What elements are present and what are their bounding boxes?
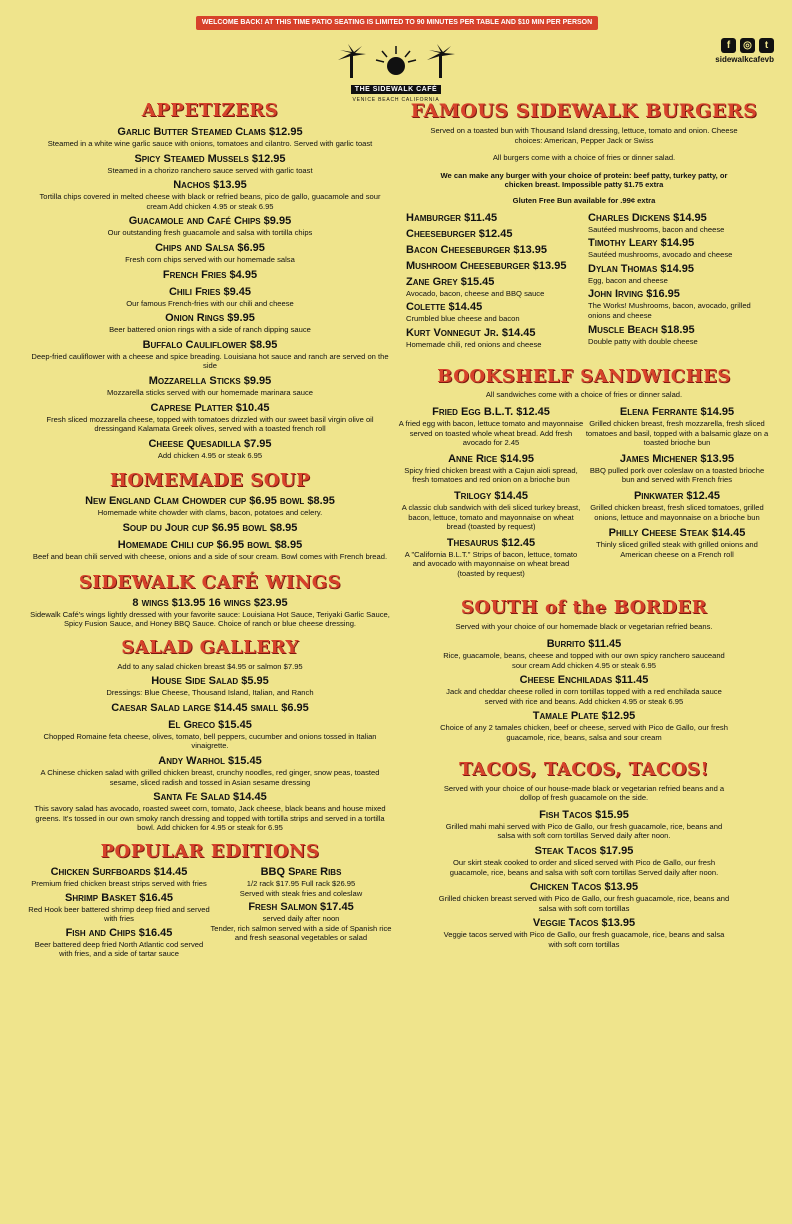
popular-columns — [28, 866, 392, 962]
menu-item-description: The Works! Mushrooms, bacon, avocado, grilled onions and cheese — [588, 301, 751, 320]
menu-item — [438, 674, 730, 706]
menu-item — [398, 453, 584, 485]
menu-item-description: A "California B.L.T." Strips of bacon, lettuce, tomato and avocado with mayonnaise on wheat bread (toasted by request) — [404, 549, 578, 578]
menu-item-description: Tortilla chips covered in melted cheese with black or refried beans, pico de gallo, guacamole and sour cream Add chicken 4.95 or steak 6.95 — [39, 192, 381, 211]
burgers-protein: We can make any burger with your choice of protein: beef patty, turkey patty, or chicken breast. Impossible patty $1.75 extra — [440, 170, 728, 190]
menu-item — [28, 597, 392, 629]
menu-item-description: Mozzarella sticks served with our homemade marinara sauce — [107, 387, 313, 397]
menu-item-name: Mozzarella Sticks $9.95 — [148, 374, 272, 387]
social-links — [715, 38, 774, 64]
menu-item-name: Mushroom Cheeseburger $13.95 — [406, 259, 567, 272]
appetizers-list — [28, 126, 392, 460]
section-title-popular: POPULAR EDITIONS — [100, 841, 320, 863]
menu-item-name: Guacamole and Café Chips $9.95 — [128, 215, 292, 228]
menu-item — [28, 286, 392, 309]
menu-item — [406, 301, 588, 324]
menu-item-name: Burrito $11.45 — [546, 638, 622, 651]
menu-item-name: French Fries $4.95 — [162, 268, 258, 281]
menu-item — [398, 406, 584, 448]
menu-item-name: BBQ Spare Ribs — [260, 866, 342, 879]
menu-item-description: Chopped Romaine feta cheese, olives, tomato, bell peppers, cucumber and onions tossed in Italian vinaigrette. — [43, 731, 377, 751]
menu-item-name: Fish Tacos $15.95 — [539, 808, 629, 821]
menu-item-name: Trilogy $14.45 — [453, 489, 529, 502]
menu-item-name: Thesaurus $12.45 — [446, 536, 536, 549]
menu-item — [584, 490, 770, 522]
menu-item-name: Caesar Salad large $14.45 small $6.95 — [111, 701, 309, 714]
menu-item — [210, 901, 392, 943]
menu-item — [406, 276, 588, 299]
menu-item-description: A classic club sandwich with deli sliced turkey breast, bacon, lettuce, tomato and mayonnaise on wheat bread (toasted by request) — [401, 502, 581, 532]
menu-item-name: Charles Dickens $14.95 — [588, 211, 707, 224]
menu-item-description: Steamed in a chorizo ranchero sauce served with garlic toast — [107, 165, 313, 175]
welcome-banner: WELCOME BACK! AT THIS TIME PATIO SEATING IS LIMITED TO 90 MINUTES PER TABLE AND $10 MIN PER PERSON — [196, 16, 598, 30]
sandwiches-left-list — [398, 406, 584, 584]
menu-item — [28, 375, 392, 398]
section-title-tacos: TACOS, TACOS, TACOS! — [459, 758, 709, 780]
menu-item — [588, 288, 770, 320]
menu-item-description: BBQ pulled pork over coleslaw on a toasted brioche bun and served with French fries — [589, 465, 765, 485]
menu-item — [210, 866, 392, 898]
salad-list — [28, 675, 392, 833]
menu-item-name: Chicken Surfboards $14.45 — [50, 866, 188, 879]
menu-item — [28, 215, 392, 238]
menu-item-name: Philly Cheese Steak $14.45 — [608, 527, 746, 540]
burgers-gluten: Gluten Free Bun available for .99¢ extra — [512, 195, 656, 205]
twitter-icon[interactable]: t — [759, 38, 774, 53]
section-title-salad: SALAD GALLERY — [121, 636, 299, 658]
burgers-intro-2: All burgers come with a choice of fries or dinner salad. — [492, 153, 676, 163]
menu-item — [588, 324, 770, 347]
menu-item-name: House Side Salad $5.95 — [151, 675, 269, 688]
menu-item-name: Spicy Steamed Mussels $12.95 — [134, 152, 286, 165]
burgers-columns — [398, 212, 770, 353]
menu-item — [28, 539, 392, 562]
facebook-icon[interactable]: f — [721, 38, 736, 53]
menu-item-description: served daily after noon — [262, 914, 340, 924]
menu-item-name: Buffalo Cauliflower $8.95 — [142, 338, 278, 351]
menu-item-description: Fresh corn chips served with our homemade salsa — [125, 254, 295, 264]
menu-item-name: Timothy Leary $14.95 — [588, 237, 695, 250]
menu-item-name: Zane Grey $15.45 — [406, 275, 495, 288]
menu-item-name: Garlic Butter Steamed Clams $12.95 — [117, 126, 303, 138]
menu-item — [438, 881, 730, 913]
menu-item-name: Caprese Platter $10.45 — [150, 401, 270, 414]
menu-item-description: Egg, bacon and cheese — [588, 275, 668, 285]
menu-item — [438, 638, 730, 670]
menu-item-description: Sautéed mushrooms, bacon and cheese — [588, 224, 725, 234]
menu-item-description: Thinly sliced grilled steak with grilled onions and American cheese on a French roll — [596, 540, 758, 559]
section-title-border: SOUTH of the BORDER — [460, 597, 708, 619]
menu-item — [438, 710, 730, 742]
popular-left-list — [28, 866, 210, 962]
menu-item-name: Homemade Chili cup $6.95 bowl $8.95 — [117, 538, 303, 551]
menu-item-description: Homemade white chowder with clams, bacon, potatoes and celery. — [97, 508, 323, 518]
menu-item — [398, 537, 584, 579]
wings-list — [28, 597, 392, 629]
menu-item — [28, 269, 392, 282]
menu-item-description: Rice, guacamole, beans, cheese and topped with our own spicy ranchero sauceand sour cream Add chicken 4.95 or steak 6.95 — [443, 651, 725, 670]
menu-item-name: Kurt Vonnegut Jr. $14.45 — [406, 326, 536, 339]
section-title-wings: SIDEWALK CAFÉ WINGS — [78, 571, 342, 593]
menu-item — [406, 228, 588, 241]
menu-item-name: Onion Rings $9.95 — [165, 312, 255, 325]
burgers-right-list — [588, 212, 770, 353]
menu-item-name: Andy Warhol $15.45 — [158, 755, 262, 768]
menu-item-name: Dylan Thomas $14.95 — [588, 262, 694, 275]
menu-item-name: John Irving $16.95 — [588, 288, 680, 301]
menu-item — [406, 260, 588, 273]
menu-item — [584, 527, 770, 559]
menu-item-name: Colette $14.45 — [406, 301, 483, 314]
section-title-appetizers: APPETIZERS — [141, 100, 279, 121]
menu-item-description: Deep-fried cauliflower with a cheese and spice breading. Louisiana hot sauce and ranch are served on the side — [31, 351, 389, 371]
menu-item-name: James Michener $13.95 — [619, 452, 735, 465]
menu-item-name: Fresh Salmon $17.45 — [248, 901, 354, 914]
menu-item-name: Pinkwater $12.45 — [633, 489, 721, 502]
menu-item-name: Soup du Jour cup $6.95 bowl $8.95 — [122, 521, 298, 534]
soup-list — [28, 495, 392, 561]
menu-item-description: Beer battered deep fried North Atlantic cod served with fries, and a side of tartar sauce — [34, 939, 204, 959]
tacos-list — [398, 809, 770, 950]
menu-item — [584, 406, 770, 448]
social-handle: sidewalkcafevb — [715, 55, 774, 64]
menu-item — [438, 917, 730, 949]
burgers-intro: Served on a toasted bun with Thousand Island dressing, lettuce, tomato and onion. Cheese choices: American, Pepper Jack or Swiss — [430, 126, 738, 145]
menu-item — [406, 327, 588, 350]
logo-name: THE SIDEWALK CAFÉ — [351, 85, 441, 94]
menu-item-name: Cheese Enchiladas $11.45 — [519, 674, 649, 687]
menu-item — [28, 702, 392, 715]
menu-item-description: Double patty with double cheese — [588, 336, 698, 346]
menu-item-name: El Greco $15.45 — [168, 718, 252, 731]
menu-item-description: Dressings: Blue Cheese, Thousand Island, Italian, and Ranch — [106, 688, 314, 698]
menu-item-description: Our skirt steak cooked to order and sliced served with Pico de Gallo, our fresh guacamole, rice, beans and salsa with soft corn tortillas Served daily after noon. — [449, 858, 719, 877]
menu-item — [588, 263, 770, 286]
menu-item-description: Choice of any 2 tamales chicken, beef or cheese, served with Pico de Gallo, our fresh guacamole, rice, beans, salsa and sour cream — [440, 723, 728, 743]
menu-item-name: Chicken Tacos $13.95 — [529, 881, 639, 894]
menu-item-description: Our famous French-fries with our chili and cheese — [126, 298, 294, 308]
menu-item-description: Fresh sliced mozzarella cheese, topped with tomatoes drizzled with our sweet basil virgin olive oil dressingand Kalamata Greek olives, served with a toasted french roll — [46, 414, 374, 434]
menu-item — [584, 453, 770, 485]
menu-item-name: Tamale Plate $12.95 — [532, 710, 636, 723]
menu-item-name: Cheese Quesadilla $7.95 — [148, 437, 272, 450]
menu-item — [28, 866, 210, 889]
menu-item-description: Beef and bean chili served with cheese, onions and a side of sour cream. Bowl comes with French bread. — [32, 551, 388, 561]
burgers-left-list — [406, 212, 588, 353]
menu-item-description: Grilled mahi mahi served with Pico de Gallo, our fresh guacamole, rice, beans and salsa with soft corn tortillas Served daily after noon. — [445, 821, 723, 841]
menu-item-description: Add chicken 4.95 or steak 6.95 — [157, 450, 263, 460]
menu-item-description: Red Hook beer battered shrimp deep fried and served with fries — [28, 904, 210, 924]
menu-item — [588, 212, 770, 235]
left-column — [28, 96, 392, 962]
menu-item — [28, 153, 392, 176]
sandwiches-intro: All sandwiches come with a choice of fries or dinner salad. — [485, 390, 683, 400]
menu-item-name: Shrimp Basket $16.45 — [65, 891, 173, 904]
menu-item — [28, 339, 392, 371]
menu-item-name: 8 wings $13.95 16 wings $23.95 — [132, 596, 288, 609]
menu-item — [588, 237, 770, 260]
sandwiches-columns — [398, 406, 770, 584]
menu-item-description: Grilled chicken breast, fresh sliced tomatoes, grilled onions, lettuce and mayonnaise on a brioche bun — [590, 502, 764, 522]
menu-item — [406, 212, 588, 225]
menu-item — [28, 312, 392, 335]
menu-item-name: Chili Fries $9.45 — [168, 285, 252, 298]
menu-item-description: Sidewalk Café's wings lightly dressed with your favorite sauce: Louisiana Hot Sauce, Teriyaki Garlic Sauce, Spicy Fusion Sauce, and Honey BBQ Sauce. Choice of ranch or blue cheese dressing. — [30, 609, 390, 629]
menu-item-name: Fried Egg B.L.T. $12.45 — [432, 405, 550, 418]
menu-item-name: Fish and Chips $16.45 — [65, 926, 173, 939]
menu-item-name: Steak Tacos $17.95 — [534, 845, 634, 857]
right-column — [398, 96, 770, 954]
logo — [332, 42, 460, 103]
menu-item-description: A Chinese chicken salad with grilled chicken breast, crunchy noodles, red ginger, snow peas, toasted sesame, sliced radish and tossed in Asian sesame dressing — [40, 768, 380, 787]
menu-item — [28, 126, 392, 149]
menu-item-description: Jack and cheddar cheese rolled in corn tortillas topped with a red enchilada sauce served with rice and beans. Add chicken 4.95 or steak 6.95 — [446, 687, 722, 706]
menu-item-name: Nachos $13.95 — [173, 179, 247, 192]
menu-item — [28, 791, 392, 833]
menu-item-description: Avocado, bacon, cheese and BBQ sauce — [406, 288, 545, 298]
menu-item — [28, 495, 392, 518]
menu-item-description: Tender, rich salmon served with a side of Spanish rice and fresh seasonal vegetables or salad — [210, 923, 392, 943]
menu-item — [28, 675, 392, 698]
menu-item-description: 1/2 rack $17.95 Full rack $26.95 — [246, 879, 356, 889]
instagram-icon[interactable]: ◎ — [740, 38, 755, 53]
menu-item-description: Spicy fried chicken breast with a Cajun aioli spread, fresh tomatoes and red onion on a brioche bun — [404, 465, 578, 485]
menu-item — [28, 402, 392, 434]
menu-item-description: Beer battered onion rings with a side of ranch dipping sauce — [109, 325, 311, 335]
menu-item — [438, 809, 730, 841]
salad-note: Add to any salad chicken breast $4.95 or salmon $7.95 — [117, 661, 303, 671]
menu-item-name: Chips and Salsa $6.95 — [155, 241, 265, 254]
menu-item-name: Santa Fe Salad $14.45 — [153, 791, 267, 804]
menu-item-description: Sautéed mushrooms, avocado and cheese — [588, 250, 733, 260]
menu-item — [28, 179, 392, 211]
menu-item — [28, 522, 392, 535]
menu-item-description: Homemade chili, red onions and cheese — [406, 339, 542, 349]
menu-item-description: Veggie tacos served with Pico de Gallo, our fresh guacamole, rice, beans and salsa with soft corn tortillas — [443, 930, 725, 949]
menu-item — [406, 244, 588, 257]
menu-item-description: Crumbled blue cheese and bacon — [406, 314, 520, 324]
menu-item-name: New England Clam Chowder cup $6.95 bowl $8.95 — [85, 495, 335, 508]
menu-item — [28, 719, 392, 751]
menu-item-description: Grilled chicken breast, fresh mozzarella, fresh sliced tomatoes and basil, topped with a balsamic glaze on a toasted brioche bun — [585, 418, 769, 448]
section-title-burgers: FAMOUS SIDEWALK BURGERS — [410, 100, 758, 122]
sandwiches-right-list — [584, 406, 770, 584]
menu-item — [28, 755, 392, 787]
menu-item — [438, 845, 730, 877]
border-list — [398, 638, 770, 743]
menu-item — [28, 438, 392, 461]
logo-subtitle: VENICE BEACH CALIFORNIA — [352, 97, 440, 103]
popular-right-list — [210, 866, 392, 962]
section-title-soup: HOMEMADE SOUP — [109, 470, 311, 492]
menu-item — [28, 892, 210, 924]
menu-item-name: Cheeseburger $12.45 — [406, 227, 513, 240]
menu-item-description: Steamed in a white wine garlic sauce with onions, tomatoes and cilantro. Served with garlic toast — [47, 139, 373, 148]
section-title-sandwiches: BOOKSHELF SANDWICHES — [437, 366, 731, 388]
menu-item-name: Bacon Cheeseburger $13.95 — [406, 243, 547, 256]
menu-item-description: This savory salad has avocado, roasted sweet corn, tomato, Jack cheese, black beans and house mixed greens. It's tossed in our own smoky ranch dressing and topped with tortilla strips and served in a tortilla bowl. Add chicken for 4.95 or steak for 6.95 — [34, 804, 386, 833]
menu-item-name: Muscle Beach $18.95 — [588, 323, 695, 336]
menu-item — [398, 490, 584, 532]
menu-item-description: Grilled chicken breast served with Pico de Gallo, our fresh guacamole, rice, beans and salsa with soft corn tortillas — [438, 894, 730, 913]
border-intro: Served with your choice of our homemade black or vegetarian refried beans. — [455, 622, 713, 632]
palm-tree-icon — [336, 42, 456, 78]
tacos-intro: Served with your choice of our house-made black or vegetarian refried beans and a dollop of fresh guacamole on the side. — [443, 783, 725, 803]
menu-item — [28, 242, 392, 265]
menu-item-description: Premium fried chicken breast strips served with fries — [31, 879, 207, 889]
menu-item-name: Hamburger $11.45 — [406, 211, 498, 224]
menu-item-name: Veggie Tacos $13.95 — [532, 917, 636, 930]
menu-item-description: Our outstanding fresh guacamole and salsa with tortilla chips — [107, 228, 313, 238]
menu-item-name: Anne Rice $14.95 — [448, 452, 534, 465]
menu-item-description: A fried egg with bacon, lettuce tomato and mayonnaise served on toasted whole wheat bread. Add fresh avocado for 2.45 — [398, 418, 584, 448]
menu-item-description: Served with steak fries and coleslaw — [239, 888, 363, 898]
menu-item — [28, 927, 210, 959]
menu-item-name: Elena Ferrante $14.95 — [619, 405, 735, 418]
